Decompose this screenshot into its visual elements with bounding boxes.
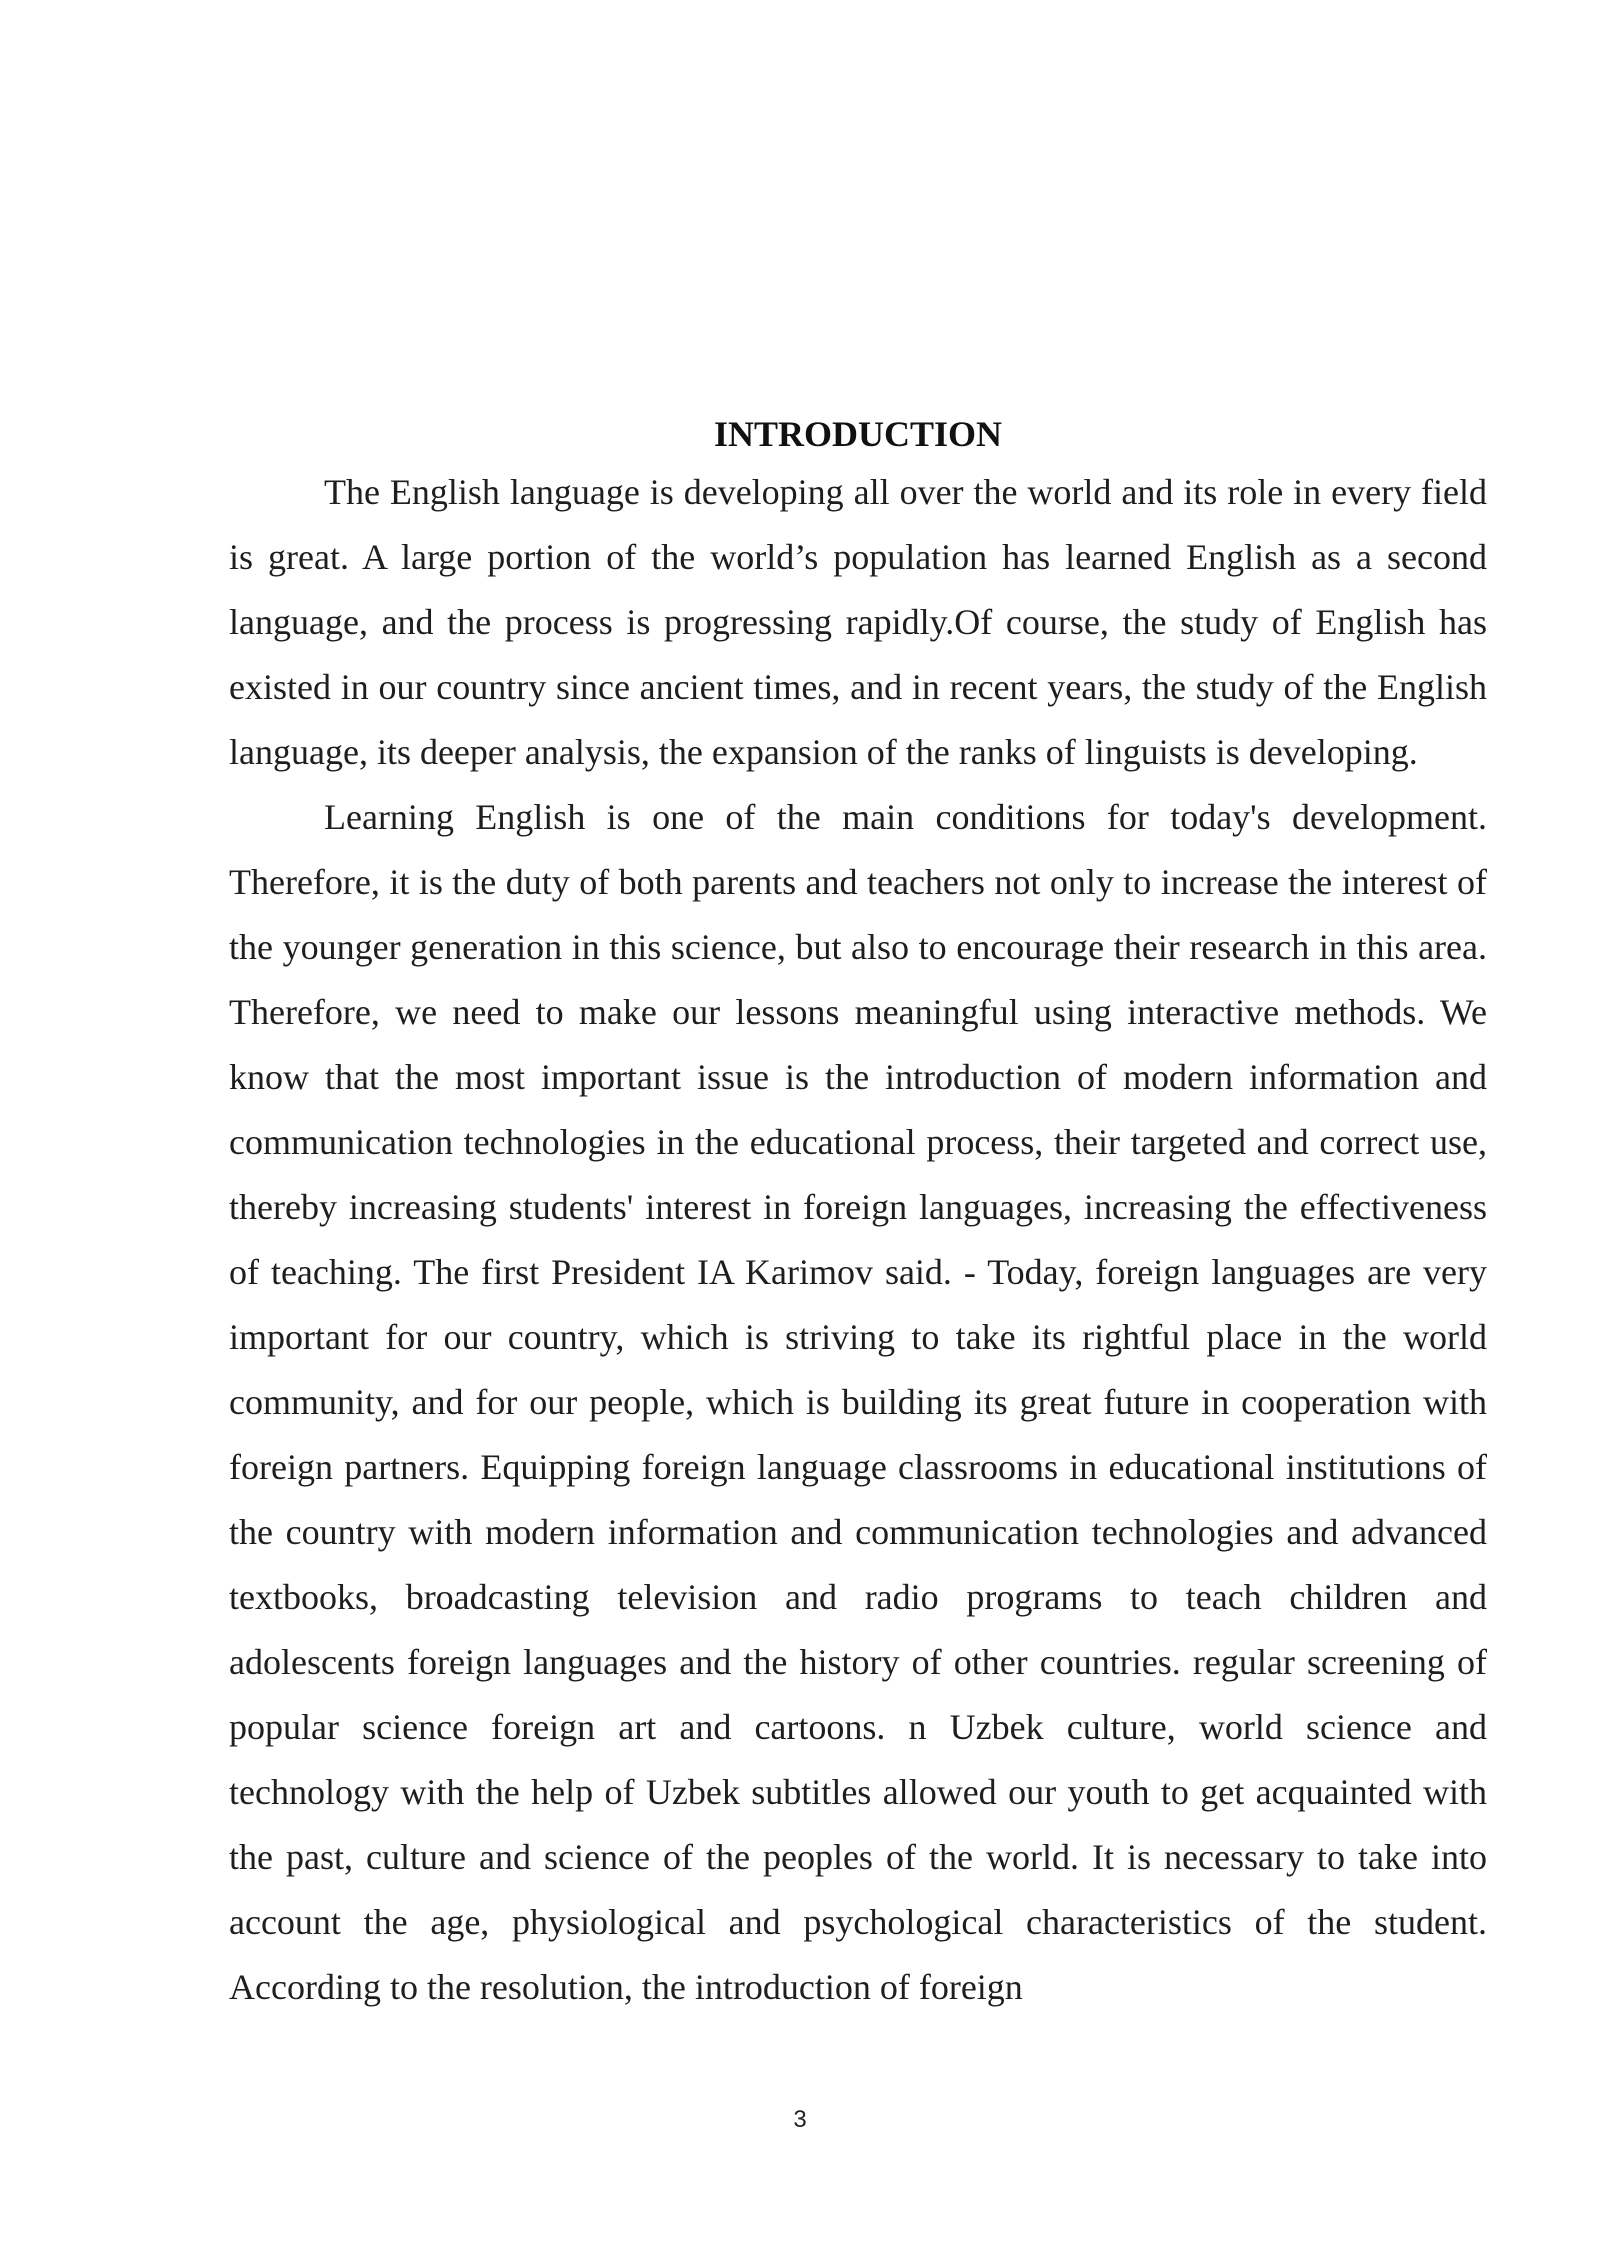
- paragraph-1: The English language is developing all over the world and its role in every field is great. A large portion of the world’s population has learned English as a second language, and the process is progressing rapidly.Of course, the study of English has existed in our country since ancient times, and in recent years, the study of the English language, its deeper analysis, the expansion of the ranks of linguists is developing.: [229, 472, 1487, 772]
- page-number: 3: [793, 2106, 807, 2133]
- section-title: INTRODUCTION: [713, 414, 1003, 454]
- document-body: [229, 408, 1487, 2020]
- paragraph-2: Learning English is one of the main conditions for today's development. Therefore, it is the duty of both parents and teachers not only to increase the interest of the younger generation in this science, but also to encourage their research in this area. Therefore, we need to make our lessons meaningful using interactive methods. We know that the most important issue is the introduction of modern information and communication technologies in the educational process, their targeted and correct use, thereby increasing students' interest in foreign languages, increasing the effectiveness of teaching. The first President IA Karimov said. - Today, foreign languages are very important for our country, which is striving to take its rightful place in the world community, and for our people, which is building its great future in cooperation with foreign partners. Equipping foreign language classrooms in educational institutions of the country with modern information and communication technologies and advanced textbooks, broadcasting television and radio programs to teach children and adolescents foreign languages and the history of other countries. regular screening of popular science foreign art and cartoons. n Uzbek culture, world science and technology with the help of Uzbek subtitles allowed our youth to get acquainted with the past, culture and science of the peoples of the world. It is necessary to take into account the age, physiological and psychological characteristics of the student. According to the resolution, the introduction of foreign: [229, 797, 1487, 2007]
